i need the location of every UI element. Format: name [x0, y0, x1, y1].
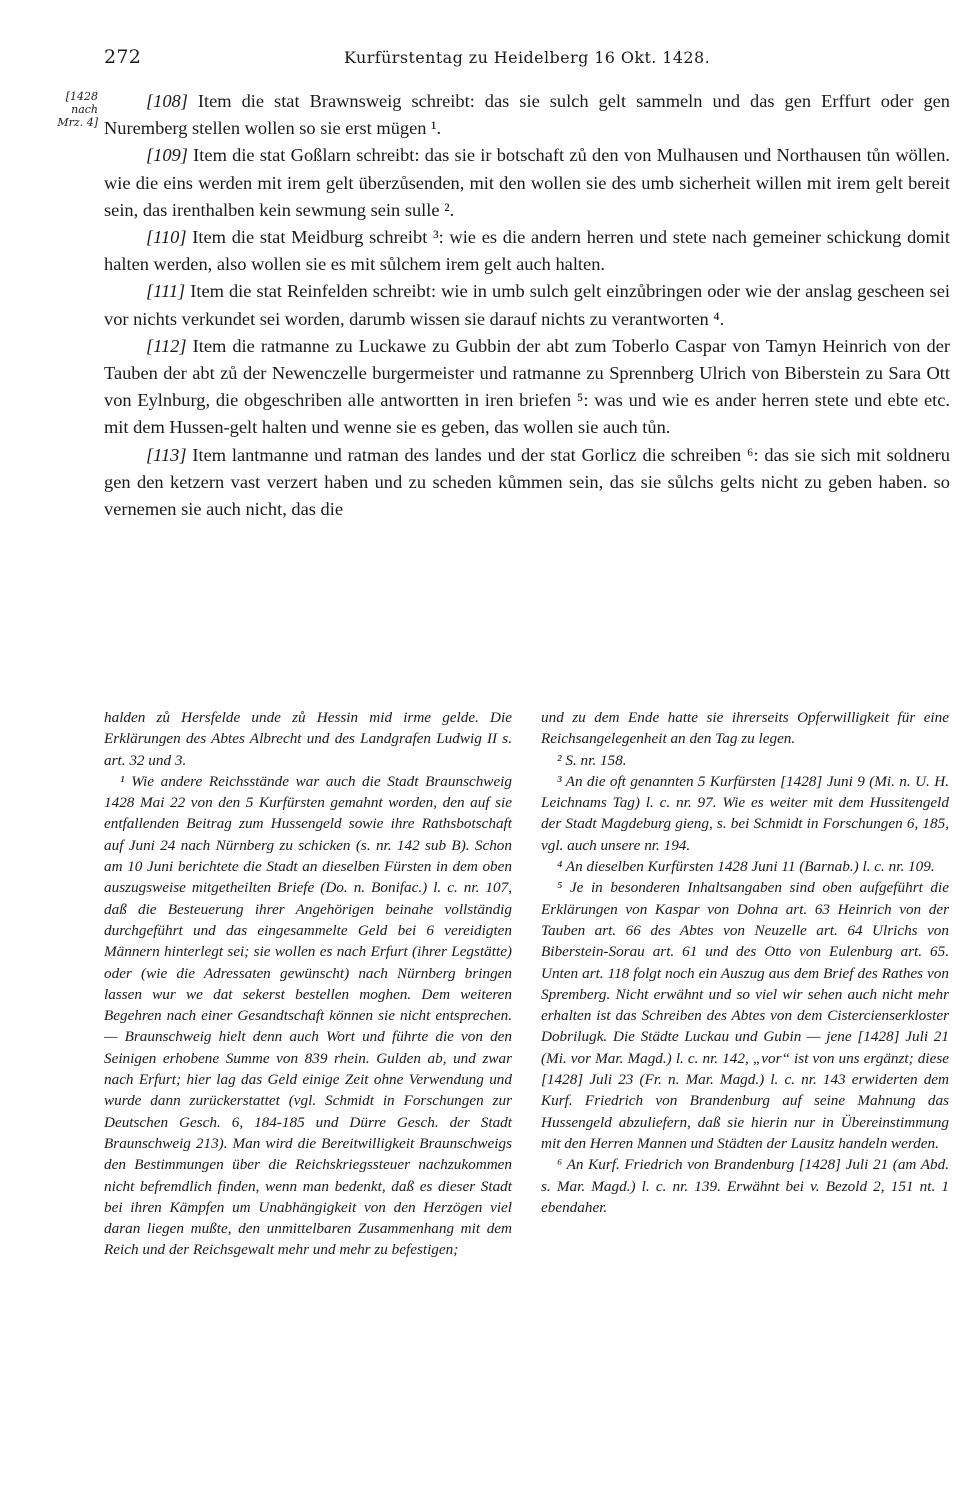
- paragraph-110: [104, 224, 950, 278]
- main-text: [104, 88, 950, 523]
- paragraph-text: Item die stat Meidburg schreibt ³: wie es die andern herren und stete nach gemeiner schickung domit halten werden, also wollen sie es mit sůlchem irem gelt auch halten.: [104, 227, 950, 275]
- paragraph-text: Item die stat Brawnsweig schreibt: das sie sulch gelt sammeln und das gen Erffurt oder gen Nuremberg stellen wollen so sie erst mügen ¹.: [104, 91, 950, 139]
- footnote-continuation: und zu dem Ende hatte sie ihrerseits Opferwilligkeit für eine Reichsangelegenheit an den Tag zu legen.: [541, 709, 949, 748]
- paragraph-number: [111]: [146, 281, 186, 302]
- footnotes: [104, 707, 950, 1447]
- paragraph-112: [104, 333, 950, 442]
- margin-note: [38, 90, 98, 129]
- paragraph-text: Item lantmanne und ratman des landes und der stat Gorlicz die schreiben ⁶: das sie sich mit soldneru gen den ketzern vast verzert haben und zu scheden kůmmen sein, das sie sůlchs gelts nicht zu geben haben. so vernemen sie auch nicht, das die: [104, 444, 950, 520]
- paragraph-number: [110]: [146, 227, 187, 248]
- paragraph-113: [104, 442, 950, 524]
- margin-note-line: nach: [71, 103, 98, 116]
- margin-note-line: Mrz. 4]: [57, 116, 98, 129]
- footnote-4: ⁴ An dieselben Kurfürsten 1428 Juni 11 (Barnab.) l. c. nr. 109.: [557, 858, 935, 876]
- footnote-6: ⁶ An Kurf. Friedrich von Brandenburg [1428] Juli 21 (am Abd. s. Mar. Magd.) l. c. nr. 139. Erwähnt bei v. Bezold 2, 151 nt. 1 ebendaher.: [541, 1156, 949, 1216]
- page-header: [104, 46, 950, 74]
- paragraph-text: Item die stat Goßlarn schreibt: das sie ir botschaft zů den von Mulhausen und Northausen tůn wöllen. wie die eins werden mit irem gelt überzůsenden, mit den wollen sie des umb sicherheit willen mit irem gelt bereit sein, das irenthalben kein sewmung sein sulle ².: [104, 145, 950, 220]
- paragraph-109: [104, 142, 950, 224]
- paragraph-number: [112]: [146, 335, 187, 356]
- footnote-2: ² S. nr. 158.: [557, 751, 627, 769]
- paragraph-number: [108]: [146, 91, 188, 111]
- paragraph-text: Item die stat Reinfelden schreibt: wie in umb sulch gelt einzůbringen oder wie der anslag gescheen sei vor nichts verkundet sei worden, darumb wissen sie darauf nichts zu verantworten ⁴.: [104, 281, 950, 329]
- footnote-continuation: halden zů Hersfelde unde zů Hessin mid irme gelde. Die Erklärungen des Abtes Albrecht und des Landgrafen Ludwig II s. art. 32 und 3.: [104, 709, 512, 769]
- paragraph-number: [109]: [146, 145, 188, 166]
- paragraph-108: [104, 88, 950, 142]
- page-number: 272: [104, 46, 142, 68]
- footnote-3: ³ An die oft genannten 5 Kurfürsten [1428] Juni 9 (Mi. n. U. H. Leichnams Tag) l. c. nr. 97. Wie es weiter mit dem Hussitengeld der Stadt Magdeburg gieng, s. bei Schmidt in Forschungen 6, 185, vgl. auch unsere nr. 194.: [541, 772, 949, 854]
- paragraph-111: [104, 278, 950, 332]
- paragraph-number: [113]: [146, 444, 187, 465]
- footnote-1: ¹ Wie andere Reichsstände war auch die Stadt Braunschweig 1428 Mai 22 von den 5 Kurfürsten gemahnt worden, den auf sie entfallenden Beitrag zum Hussengeld sowie ihre Rathsbotschaft auf Juni 24 nach Nürnberg zu schicken (s. nr. 142 sub B). Schon am 10 Juni berichtete die Stadt an dieselben Fürsten in dem oben auszugsweise mitgetheilten Briefe (Do. n. Bonifac.) l. c. nr. 107, daß die Besteuerung ihrer Angehörigen beinahe vollständig durchgeführt und das eingesammelte Geld bei 6 vereidigten Männern hinterlegt sei; sie wollen es nach Erfurt (ihrer Legstätte) oder (wie die Adressaten gewünscht) nach Nürnberg bringen lassen wur we dat sekerst bestellen moghen. Dem weiteren Begehren nach einer Gesandtschaft können sie nicht entsprechen. — Braunschweig hielt denn auch Wort und führte die von den Seinigen erhobene Summe von 839 rhein. Gulden ab, und zwar nach Erfurt; hier lag das Geld einige Zeit ohne Verwendung und wurde dann zurückerstattet (vgl. Schmidt in Forschungen zur Deutschen Gesch. 6, 184-185 und Dürre Gesch. der Stadt Braunschweig 213). Man wird die Bereitwilligkeit Braunschweigs den Bestimmungen über die Reichskriegssteuer nachzukommen nicht befremdlich finden, wenn man bedenkt, daß es dieser Stadt bei ihren Kämpfen um Unabhängigkeit von den Herzögen viel daran liegen mußte, den unmittelbaren Zusammenhang mit dem Reich und der Reichsgewalt mehr und mehr zu befestigen;: [104, 772, 512, 1259]
- paragraph-text: Item die ratmanne zu Luckawe zu Gubbin der abt zum Toberlo Caspar von Tamyn Heinrich von der Tauben der abt zů der Newenczelle burgermeister und ratmanne zu Sprennberg Ulrich von Biberstein zu Sara Ott von Eylnburg, die obgeschriben alle antwortten in iren briefen ⁵: was und wie es ander herren stete und ebte etc. mit dem Hussen-gelt halten und wenne sie es geben, das wollen sie auch tůn.: [104, 335, 950, 438]
- footnotes-left-column: [104, 707, 512, 1261]
- running-title: Kurfürstentag zu Heidelberg 16 Okt. 1428.: [344, 48, 711, 67]
- footnotes-right-column: [541, 707, 949, 1218]
- margin-note-line: [1428: [65, 90, 98, 103]
- footnote-5: ⁵ Je in besonderen Inhaltsangaben sind oben aufgeführt die Erklärungen von Kaspar von Dohna art. 63 Heinrich von der Tauben art. 66 des Abtes von Neuzelle art. 64 Ulrichs von Biberstein-Sorau art. 61 und des Otto von Eulenburg art. 65. Unten art. 118 folgt noch ein Auszug aus dem Brief des Rathes von Spremberg. Nicht erwähnt und so viel wir sehen auch nicht mehr erhalten ist das Schreiben des Abtes von dem Cistercienserkloster Dobrilugk. Die Städte Luckau und Gubin — jene [1428] Juli 21 (Mi. vor Mar. Magd.) l. c. nr. 142, „vor“ ist von uns ergänzt; diese [1428] Juli 23 (Fr. n. Mar. Magd.) l. c. nr. 143 erwiderten dem Kurf. Friedrich von Brandenburg auf seine Mahnung das Hussengeld abzuliefern, daß sie hierin nur in Übereinstimmung mit den Herren Mannen und Städten der Lausitz handeln werden.: [541, 879, 949, 1152]
